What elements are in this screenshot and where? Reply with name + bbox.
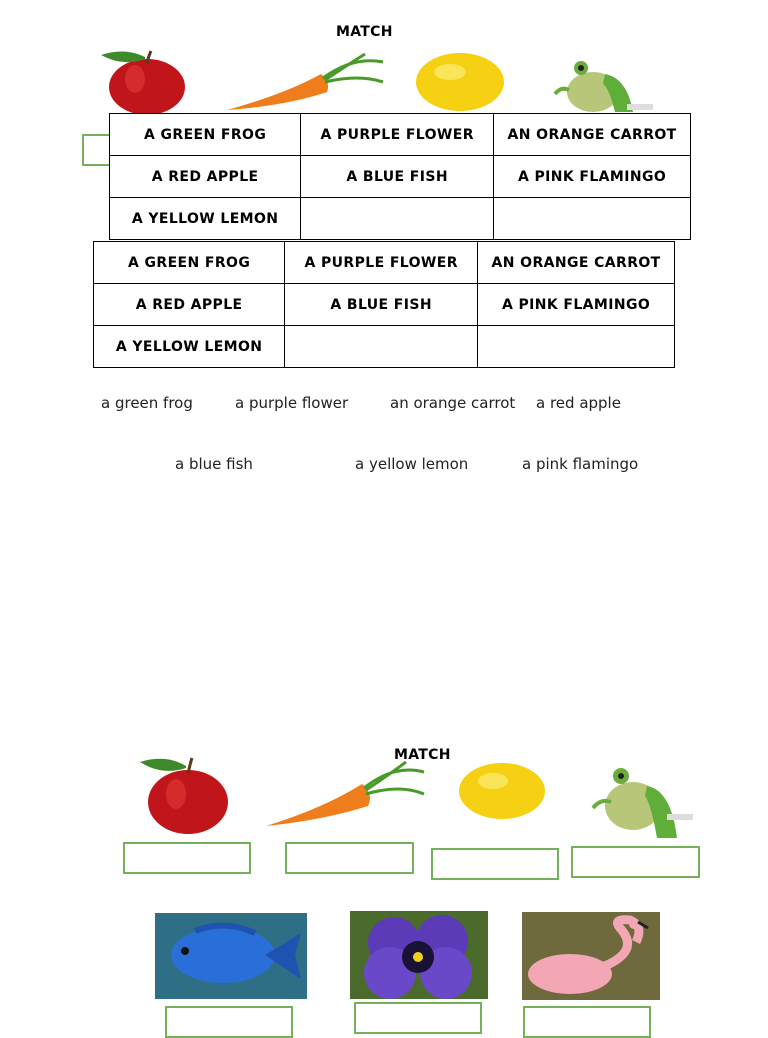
word-orange-carrot: an orange carrot [390,394,516,412]
table-cell: A RED APPLE [94,284,285,326]
table-cell: AN ORANGE CARROT [494,114,691,156]
table-cell: A BLUE FISH [285,284,478,326]
answer-box-lemon[interactable] [431,848,559,880]
table-cell: A PINK FLAMINGO [478,284,675,326]
table-cell [494,198,691,240]
table-cell [285,326,478,368]
table-cell: A YELLOW LEMON [110,198,301,240]
table-cell: AN ORANGE CARROT [478,242,675,284]
carrot-image [225,52,385,114]
table-cell: A RED APPLE [110,156,301,198]
flower-image [350,911,488,999]
frog-image [545,58,655,116]
word-blue-fish: a blue fish [175,455,253,473]
word-pink-flamingo: a pink flamingo [522,455,639,473]
table-cell [301,198,494,240]
answer-box-carrot[interactable] [285,842,414,874]
word-purple-flower: a purple flower [235,394,349,412]
flamingo-image [522,912,660,1000]
answer-box-fish[interactable] [165,1006,293,1038]
table-cell [478,326,675,368]
answer-box-frog[interactable] [571,846,700,878]
answer-box-apple[interactable] [123,842,251,874]
apple-image [136,752,236,836]
match-title: MATCH [394,747,451,763]
fish-image [155,913,307,999]
apple-image [95,45,195,115]
table-cell: A GREEN FROG [94,242,285,284]
word-green-frog: a green frog [101,394,193,412]
lemon-image [455,760,549,822]
table-cell: A PURPLE FLOWER [301,114,494,156]
match-title: MATCH [336,24,393,40]
table-cell: A BLUE FISH [301,156,494,198]
frog-image [585,762,695,844]
table-cell: A GREEN FROG [110,114,301,156]
word-red-apple: a red apple [536,394,621,412]
carrot-image [264,760,426,830]
word-yellow-lemon: a yellow lemon [355,455,469,473]
table-cell: A PURPLE FLOWER [285,242,478,284]
table-cell: A YELLOW LEMON [94,326,285,368]
vocabulary-table [109,113,691,240]
table-cell: A PINK FLAMINGO [494,156,691,198]
answer-box-flamingo[interactable] [523,1006,651,1038]
vocabulary-table-copy [93,241,675,368]
lemon-image [412,50,508,114]
answer-box-flower[interactable] [354,1002,482,1034]
